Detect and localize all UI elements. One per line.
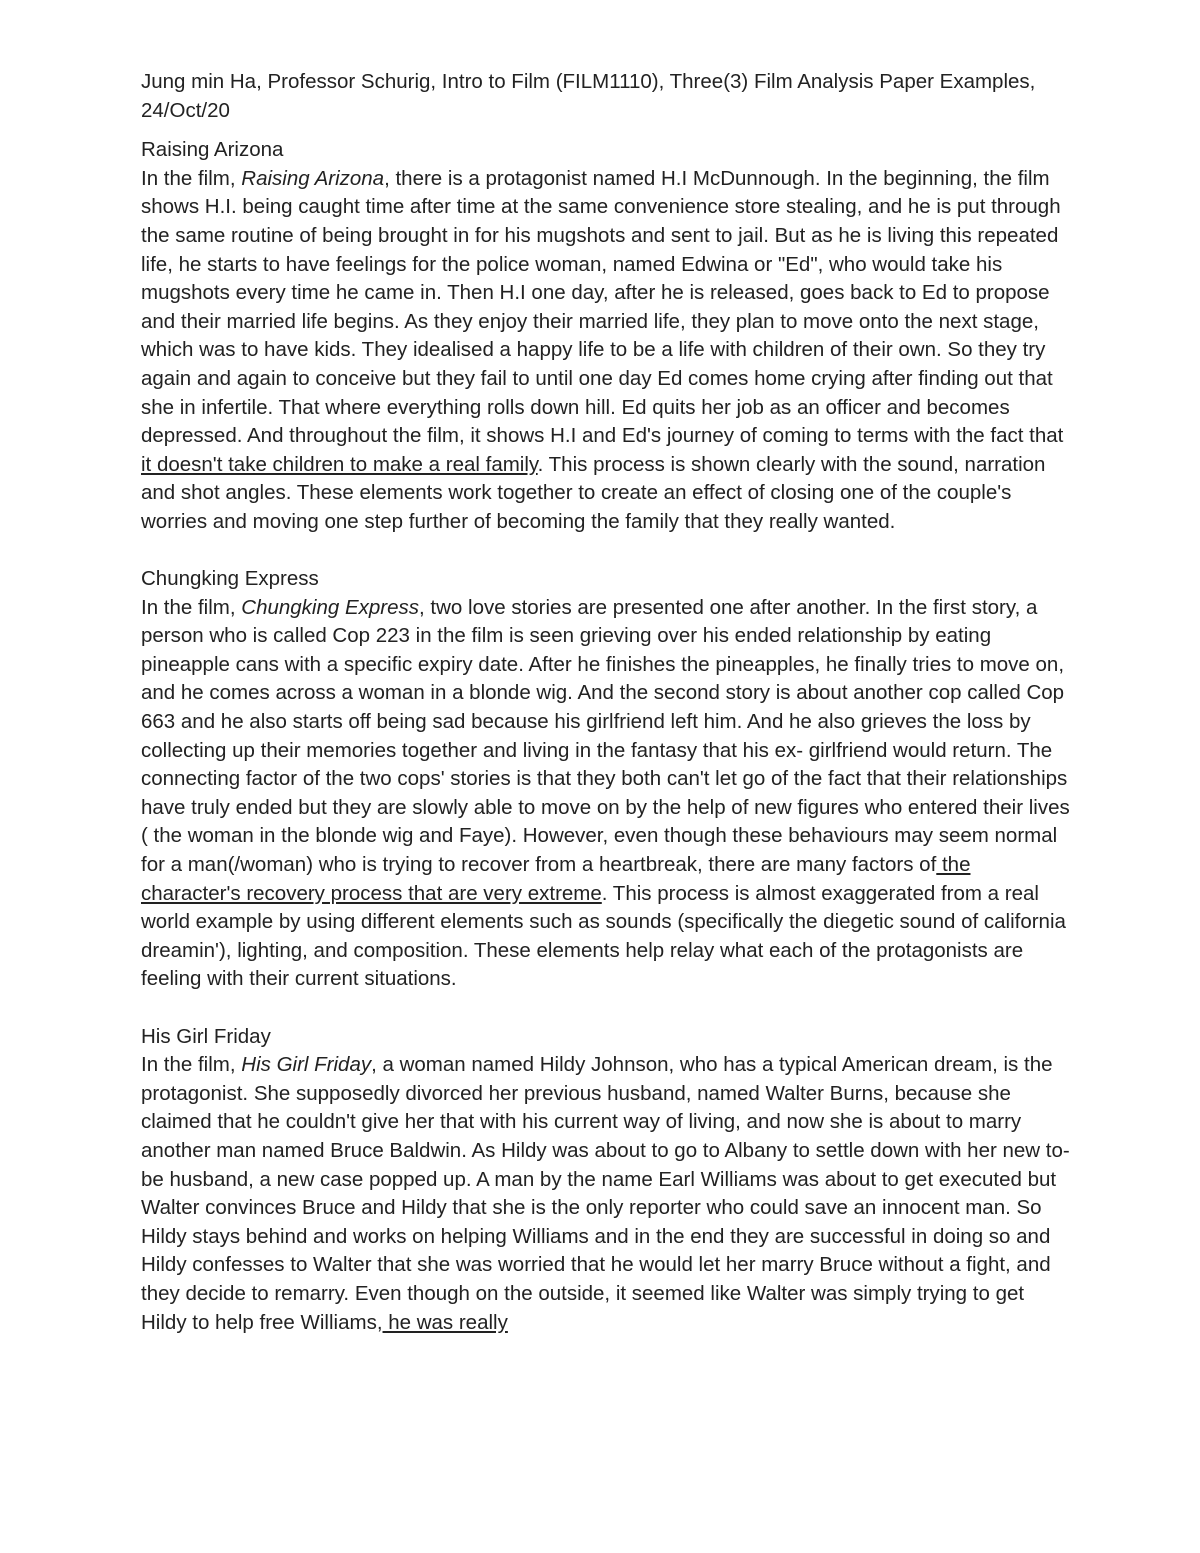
- thesis-underline: it doesn't take children to make a real family: [141, 452, 538, 476]
- thesis-underline: the character's recovery process that are very extreme: [141, 853, 971, 905]
- thesis-underline: he was really: [382, 1310, 508, 1334]
- body-text: , there is a protagonist named H.I McDunnough. In the beginning, the film shows H.I. being caught time after time at the same convenience store stealing, and he is put through the same routine of being brought in for his mugshots and sent to jail. But as he is living this repeated life, he starts to have feelings for the police woman, named Edwina or "Ed", who would take his mugshots every time he came in. Then H.I one day, after he is released, goes back to Ed to propose and their married life begins. As they enjoy their married life, they plan to move onto the next stage, which was to have kids. They idealised a happy life to be a life with children of their own. So they try again and again to conceive but they fail to until one day Ed comes home crying after finding out that she in infertile. That where everything rolls down hill. Ed quits her job as an officer and becomes depressed. And throughout the film, it shows H.I and Ed's journey of coming to terms with the fact that: [141, 166, 1064, 448]
- film-title: His Girl Friday: [241, 1053, 372, 1077]
- film-title: Chungking Express: [241, 595, 420, 619]
- section-title: Raising Arizona: [141, 138, 284, 162]
- section-body: [141, 594, 1071, 994]
- body-text: . This process is shown clearly with the sound, narration and shot angles. These elements work together to create an effect of closing one of the couple's worries and moving one step further of becoming the family that they really wanted.: [141, 452, 1046, 533]
- section-body: [141, 1051, 1071, 1337]
- section-his-girl-friday: [141, 1023, 1071, 1338]
- body-text: . This process is almost exaggerated from a real world example by using different elements such as sounds (specifically the diegetic sound of california dreamin'), lighting, and composition. These elements help relay what each of the protagonists are feeling with their current situations.: [141, 881, 1066, 991]
- film-title: Raising Arizona: [241, 166, 385, 190]
- section-chungking-express: [141, 565, 1071, 994]
- section-title: Chungking Express: [141, 567, 319, 591]
- body-text: In the film,: [141, 166, 242, 190]
- section-raising-arizona: [141, 136, 1071, 536]
- paper-header: Jung min Ha, Professor Schurig, Intro to Film (FILM1110), Three(3) Film Analysis Paper Examples, 24/Oct/20: [141, 70, 1036, 122]
- section-title: His Girl Friday: [141, 1024, 271, 1048]
- body-text: In the film,: [141, 595, 242, 619]
- body-text: , a woman named Hildy Johnson, who has a typical American dream, is the protagonist. She supposedly divorced her previous husband, named Walter Burns, because she claimed that he couldn't give her that with his current way of living, and now she is about to marry another man named Bruce Baldwin. As Hildy was about to go to Albany to settle down with her new to-be husband, a new case popped up. A man by the name Earl Williams was about to get executed but Walter convinces Bruce and Hildy that she is the only reporter who could save an innocent man. So Hildy stays behind and works on helping Williams and in the end they are successful in doing so and Hildy confesses to Walter that she was worried that he would let her marry Bruce without a fight, and they decide to remarry. Even though on the outside, it seemed like Walter was simply trying to get Hildy to help free Williams,: [141, 1053, 1070, 1334]
- document-content: [141, 68, 1071, 1366]
- body-text: In the film,: [141, 1053, 242, 1077]
- body-text: , two love stories are presented one after another. In the first story, a person who is called Cop 223 in the film is seen grieving over his ended relationship by eating pineapple cans with a specific expiry date. After he finishes the pineapples, he finally tries to move on, and he comes across a woman in a blonde wig. And the second story is about another cop called Cop 663 and he also starts off being sad because his girlfriend left him. And he also grieves the loss by collecting up their memories together and living in the fantasy that his ex- girlfriend would return. The connecting factor of the two cops' stories is that they both can't let go of the fact that their relationships have truly ended but they are slowly able to move on by the help of new figures who entered their lives ( the woman in the blonde wig and Faye). However, even though these behaviours may seem normal for a man(/woman) who is trying to recover from a heartbreak, there are many factors of: [141, 595, 1070, 877]
- section-body: [141, 165, 1071, 537]
